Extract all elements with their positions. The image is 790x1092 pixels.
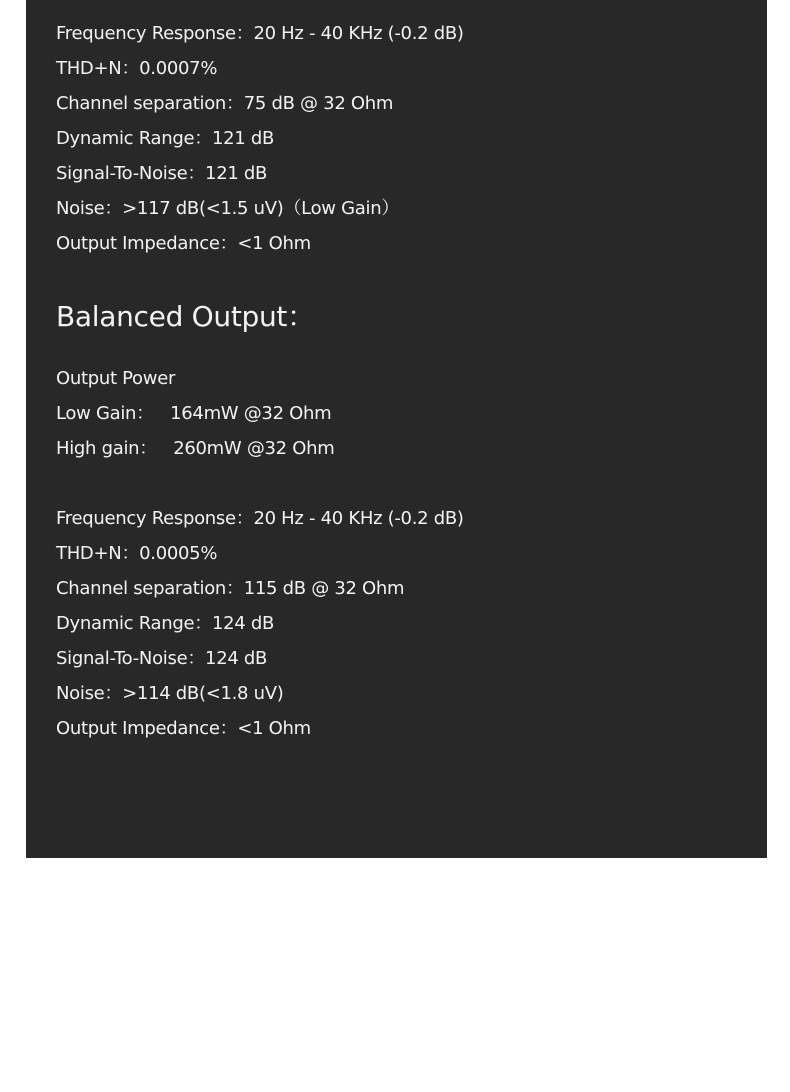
- spec-channel-separation: Channel separation：75 dB @ 32 Ohm: [56, 93, 394, 114]
- spec-output-impedance: Output Impedance：<1 Ohm: [56, 233, 311, 254]
- spec-noise: Noise：>114 dB(<1.8 uV): [56, 683, 284, 704]
- output-power-label: Output Power: [56, 368, 176, 389]
- low-gain-power: Low Gain： 164mW @32 Ohm: [56, 403, 332, 424]
- spec-signal-to-noise: Signal-To-Noise：124 dB: [56, 648, 268, 669]
- balanced-output-heading: Balanced Output：: [56, 300, 315, 333]
- balanced-spec-list: [56, 501, 767, 746]
- spec-noise: Noise：>117 dB(<1.5 uV)（Low Gain）: [56, 198, 400, 219]
- spec-frequency-response: Frequency Response：20 Hz - 40 KHz (-0.2 dB): [56, 508, 464, 529]
- spec-dynamic-range: Dynamic Range：124 dB: [56, 613, 275, 634]
- balanced-output-power: [56, 361, 767, 466]
- spec-frequency-response: Frequency Response：20 Hz - 40 KHz (-0.2 dB): [56, 23, 464, 44]
- high-gain-power: High gain： 260mW @32 Ohm: [56, 438, 335, 459]
- spec-channel-separation: Channel separation：115 dB @ 32 Ohm: [56, 578, 405, 599]
- spec-dynamic-range: Dynamic Range：121 dB: [56, 128, 275, 149]
- spec-thd-n: THD+N：0.0005%: [56, 543, 218, 564]
- spec-panel: [26, 0, 767, 858]
- spec-thd-n: THD+N：0.0007%: [56, 58, 218, 79]
- spec-output-impedance: Output Impedance：<1 Ohm: [56, 718, 311, 739]
- section-spacer: [56, 466, 767, 501]
- single-ended-spec-list: [56, 0, 767, 261]
- spec-signal-to-noise: Signal-To-Noise：121 dB: [56, 163, 268, 184]
